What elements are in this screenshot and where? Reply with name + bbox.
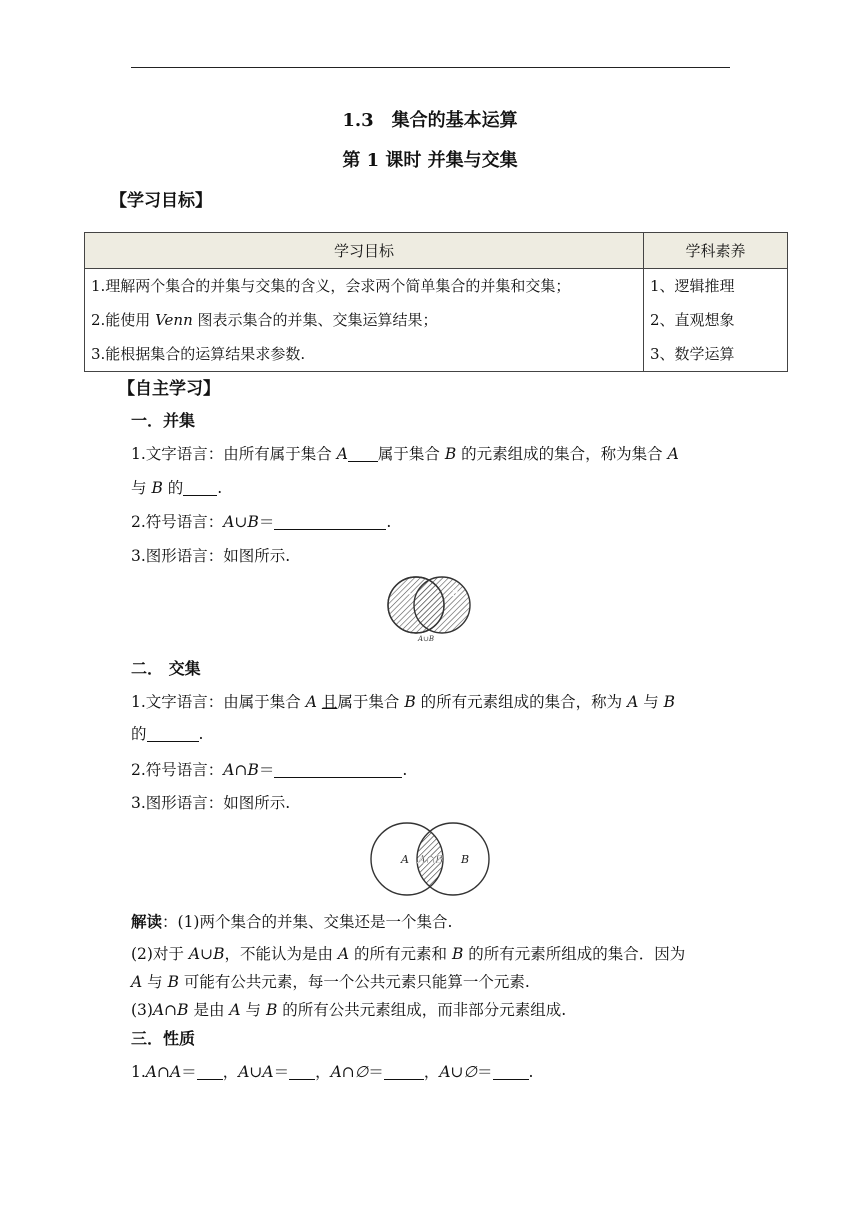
table-row	[85, 269, 788, 372]
literacy-item-2: 2、直观想象	[650, 311, 735, 329]
literacy-cell	[644, 269, 788, 372]
set-b-circle	[414, 577, 470, 633]
union-graph-line: 3.图形语言：如图所示.	[131, 547, 291, 565]
intersection-heading: 二． 交集	[131, 659, 201, 678]
venn-label-intersection: A∩B	[418, 853, 444, 866]
answer-blank	[493, 1063, 529, 1080]
answer-blank	[274, 761, 402, 778]
answer-blank	[197, 1063, 223, 1080]
answer-blank	[348, 445, 378, 462]
col-goal-header: 学习目标	[85, 233, 644, 269]
venn-label-a: A	[406, 589, 412, 598]
venn-label-b: B	[461, 853, 470, 866]
reading-line-3: A 与 B 可能有公共元素，每一个公共元素只能算一个元素.	[131, 973, 530, 991]
objectives-table	[84, 232, 788, 372]
answer-blank	[384, 1063, 424, 1080]
reading-line-4: (3)A∩B 是由 A 与 B 的所有公共元素组成，而非部分元素组成.	[131, 1001, 567, 1019]
intersection-text-line-1: 1.文字语言：由属于集合 A 且属于集合 B 的所有元素组成的集合，称为 A 与 B	[131, 693, 676, 711]
self-study-heading: 【自主学习】	[118, 379, 220, 399]
intersection-symbol-line: 2.符号语言：A∩B＝ .	[131, 761, 408, 779]
goal-item-3: 3.能根据集合的运算结果求参数.	[91, 345, 306, 363]
union-heading: 一．并集	[131, 411, 196, 430]
reading-line-2: (2)对于 A∪B，不能认为是由 A 的所有元素和 B 的所有元素所组成的集合．因为	[131, 945, 686, 963]
union-venn-diagram	[384, 574, 480, 644]
venn-label-a: A	[401, 853, 409, 866]
answer-blank	[289, 1063, 315, 1080]
literacy-item-3: 3、数学运算	[650, 345, 735, 363]
goals-cell	[85, 269, 644, 372]
properties-line-1: 1.A∩A＝ ，A∪A＝ ，A∩∅＝ ，A∪∅＝ .	[131, 1063, 534, 1081]
section-title: 1.3 集合的基本运算	[342, 110, 518, 131]
table-header-row	[85, 233, 788, 269]
intersection-text-line-2: 的 .	[131, 725, 204, 743]
intersection-graph-line: 3.图形语言：如图所示.	[131, 794, 291, 812]
venn-label-b: B	[452, 589, 458, 598]
goal-item-2: 2.能使用 Venn 图表示集合的并集、交集运算结果；	[91, 311, 438, 329]
intersection-venn-diagram	[368, 822, 492, 898]
answer-blank	[183, 479, 217, 496]
literacy-item-1: 1、逻辑推理	[650, 277, 735, 295]
lesson-subtitle: 第 1 课时 并集与交集	[342, 150, 518, 171]
col-literacy-header: 学科素养	[644, 233, 788, 269]
union-text-line-1: 1.文字语言：由所有属于集合 A 属于集合 B 的元素组成的集合，称为集合 A	[131, 445, 679, 463]
goal-item-1: 1.理解两个集合的并集与交集的含义，会求两个简单集合的并集和交集；	[91, 277, 571, 295]
header-rule	[131, 67, 730, 68]
properties-heading: 三．性质	[131, 1029, 196, 1048]
union-text-line-2: 与 B 的 .	[131, 479, 223, 497]
objectives-heading: 【学习目标】	[110, 191, 212, 211]
answer-blank	[274, 513, 386, 530]
reading-line-1: 解读：(1)两个集合的并集、交集还是一个集合.	[131, 913, 453, 931]
answer-blank	[147, 725, 199, 742]
union-symbol-line: 2.符号语言：A∪B＝ .	[131, 513, 392, 531]
venn-caption: A∪B	[418, 635, 435, 643]
